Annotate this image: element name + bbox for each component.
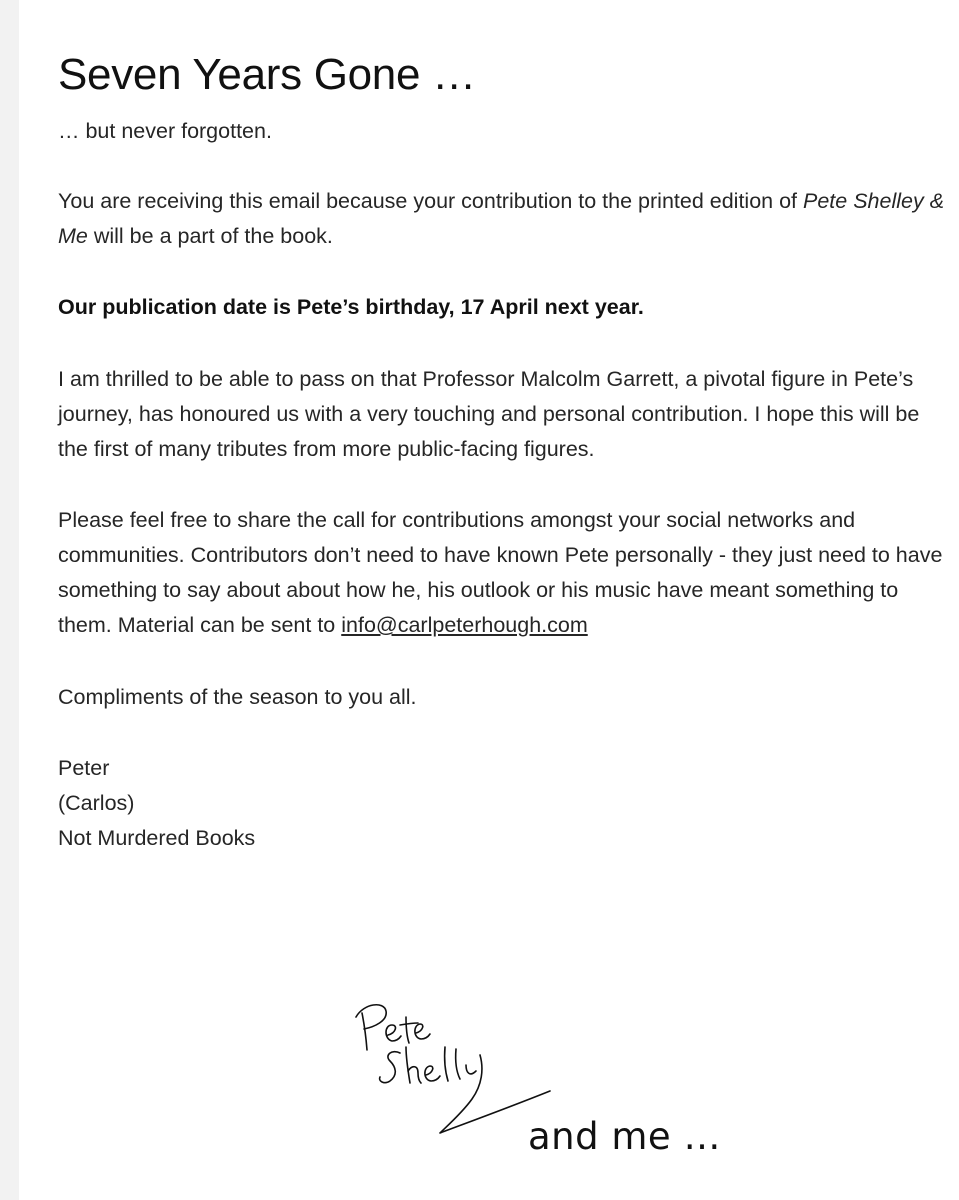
page-title: Seven Years Gone …: [58, 50, 476, 99]
signature-alias: (Carlos): [58, 791, 135, 815]
signature-name: Peter: [58, 756, 110, 780]
intro-text-before: You are receiving this email because your contribution to the printed edition of: [58, 189, 803, 213]
publication-date-paragraph: Our publication date is Pete’s birthday, 17 April next year.: [58, 295, 644, 319]
intro-text-after: will be a part of the book.: [87, 224, 333, 248]
signature-block: [58, 751, 948, 856]
signature-publisher: Not Murdered Books: [58, 826, 256, 850]
subtitle: … but never forgotten.: [58, 119, 272, 143]
announcement-paragraph: I am thrilled to be able to pass on that Professor Malcolm Garrett, a pivotal figure in Pete’s journey, has honoured us with a very touching and personal contribution. I hope this will be the first of many tributes from more public-facing figures.: [58, 367, 920, 461]
share-text: Please feel free to share the call for contributions amongst your social networks and communities. Contributors don’t need to have known Pete personally - they just need to have something to say about about how he, his outlook or his music have meant something to them. Material can be sent to: [58, 508, 943, 637]
share-paragraph: [58, 503, 948, 643]
book-title: Pete Shelley & Me: [58, 189, 945, 248]
left-margin-strip: [0, 0, 19, 1200]
compliments-paragraph: Compliments of the season to you all.: [58, 685, 417, 709]
intro-paragraph: [58, 184, 948, 254]
logo-tagline: and me …: [528, 1115, 721, 1158]
email-link[interactable]: info@carlpeterhough.com: [341, 613, 588, 637]
